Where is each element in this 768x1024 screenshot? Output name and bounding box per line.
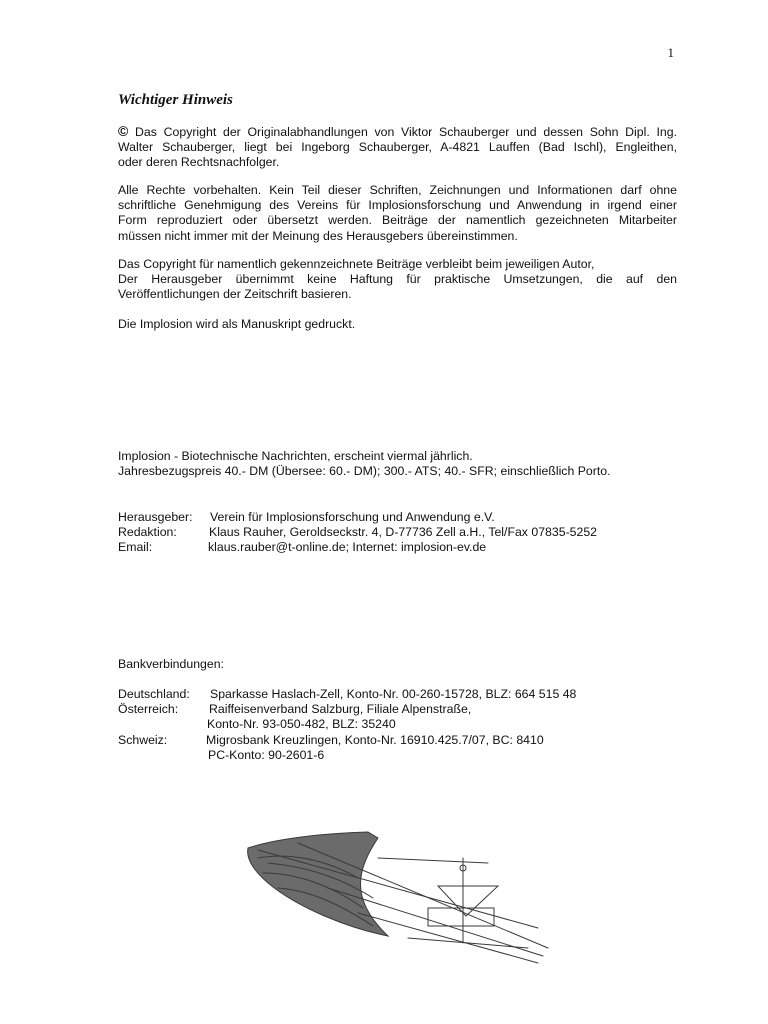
manuscript-note: Die Implosion wird als Manuskript gedruckt. xyxy=(118,317,356,331)
austria-value-2: Konto-Nr. 93-050-482, BLZ: 35240 xyxy=(207,717,396,731)
switzerland-label: Schweiz: xyxy=(118,733,168,747)
base-line xyxy=(408,938,528,948)
rights-line-2: schriftliche Genehmigung des Vereins für Implosionsforschung und Anwendung in irgend einer xyxy=(118,198,677,213)
page-number: 1 xyxy=(667,45,674,60)
publisher-value: Verein für Implosionsforschung und Anwendung e.V. xyxy=(210,510,495,524)
bank-switzerland-pc xyxy=(118,748,325,794)
liability-paragraph xyxy=(118,257,677,303)
editorial-label: Redaktion: xyxy=(118,525,177,539)
rights-line-4: müssen nicht immer mit der Meinung des Herausgebers übereinstimmen. xyxy=(118,228,518,243)
austria-label: Österreich: xyxy=(118,702,179,716)
email-label: Email: xyxy=(118,540,153,554)
publication-line-1: Implosion - Biotechnische Nachrichten, erscheint viermal jährlich. xyxy=(118,449,473,463)
copyright-line-3: oder deren Rechtsnachfolger. xyxy=(118,155,280,170)
rights-paragraph xyxy=(118,183,677,244)
germany-value: Sparkasse Haslach-Zell, Konto-Nr. 00-260-15728, BLZ: 664 515 48 xyxy=(210,687,577,701)
copyright-line-2: Walter Schauberger, liegt bei Ingeborg Schauberger, A-4821 Lauffen (Bad Ischl), Engleithen, xyxy=(118,140,677,155)
publication-info xyxy=(118,449,677,479)
copyright-line-1: © Das Copyright der Originalabhandlungen von Viktor Schauberger und dessen Sohn Dipl. Ing. xyxy=(118,123,677,139)
construction-triangle xyxy=(438,886,498,916)
hull-shape xyxy=(248,832,388,936)
guide-line-5 xyxy=(378,858,488,863)
notice-heading: Wichtiger Hinweis xyxy=(118,92,233,108)
copyright-symbol: © xyxy=(118,123,129,139)
switzerland-value-2: PC-Konto: 90-2601-6 xyxy=(208,748,325,762)
publisher-label: Herausgeber: xyxy=(118,510,193,524)
liability-line-2: Der Herausgeber übernimmt keine Haftung für praktische Umsetzungen, die auf den xyxy=(118,272,677,287)
spiral-vessel-sketch-icon xyxy=(238,828,554,968)
copyright-paragraph xyxy=(118,124,677,171)
rights-line-3: Form reproduziert oder übersetzt werden. Beiträge der namentlich gezeichneten Mitarbeiter xyxy=(118,213,677,228)
publication-line-2: Jahresbezugspreis 40.- DM (Übersee: 60.- DM); 300.- ATS; 40.- SFR; einschließlich Porto. xyxy=(118,464,611,479)
imprint-email xyxy=(118,540,487,601)
austria-value-1: Raiffeisenverband Salzburg, Filiale Alpenstraße, xyxy=(209,702,472,716)
liability-line-3: Veröffentlichungen der Zeitschrift basieren. xyxy=(118,287,352,302)
switzerland-value-1: Migrosbank Kreuzlingen, Konto-Nr. 16910.425.7/07, BC: 8410 xyxy=(206,733,544,747)
bank-title: Bankverbindungen: xyxy=(118,657,224,671)
rights-line-1: Alle Rechte vorbehalten. Kein Teil dieser Schriften, Zeichnungen und Informationen darf ohne xyxy=(118,183,677,197)
liability-line-1: Das Copyright für namentlich gekennzeichnete Beiträge verbleibt beim jeweiligen Autor, xyxy=(118,257,595,271)
germany-label: Deutschland: xyxy=(118,687,190,701)
email-value: klaus.rauber@t-online.de; Internet: implosion-ev.de xyxy=(208,540,487,554)
editorial-value: Klaus Rauher, Geroldseckstr. 4, D-77736 Zell a.H., Tel/Fax 07835-5252 xyxy=(209,525,598,539)
